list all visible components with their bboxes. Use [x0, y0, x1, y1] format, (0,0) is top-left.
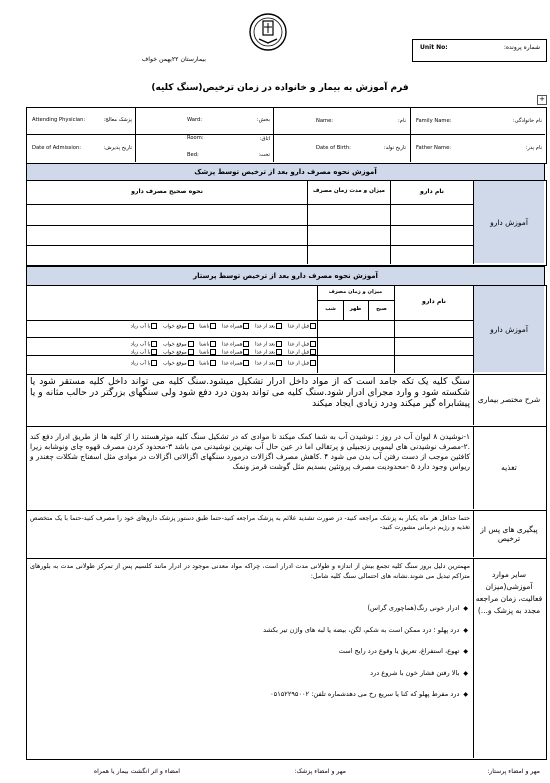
option-before-meal[interactable]: قبل از غذا [288, 360, 316, 367]
option-fasting[interactable]: ناشتا [199, 349, 216, 356]
nurse-row-options[interactable] [104, 341, 316, 348]
option-bedtime[interactable]: موقع خواب [163, 360, 194, 367]
option-before-meal[interactable]: قبل از غذا [288, 341, 316, 348]
option-before-meal[interactable]: قبل از غذا [288, 349, 316, 356]
option-after-meal[interactable]: بعد از غذا [255, 360, 282, 367]
admission-date-label-fa: تاریخ پذیرش: [103, 145, 132, 151]
room-label-fa: اتاق: [259, 136, 270, 142]
bed-label-fa: تخت: [258, 152, 270, 158]
unit-no-label: Unit No: [420, 44, 448, 51]
admission-date-label-en: Date of Admission: [32, 145, 81, 151]
family-name-label-en: Family Name: [416, 118, 452, 124]
physician-label-fa: پزشک معالج: [103, 117, 132, 123]
nurse-row-options[interactable] [104, 360, 316, 367]
nutrition-side-label: تغذیه [474, 427, 544, 508]
hospital-logo [248, 12, 288, 52]
option-with-water[interactable]: با آب زیاد [131, 323, 158, 330]
other-education-intro: مهمترین دلیل بروز سنگ کلیه تجمع بیش از اندازه و طولانی مدت ادرار است، چراکه مواد معدنی موجود در ادرار مانند کلسیم پس از تمرکز طولانی مدت به بلورهای متراکم تبدیل می شوند.نشانه های احتمالی سنگ کلیه شامل: [30, 562, 470, 580]
option-bedtime[interactable]: موقع خواب [163, 341, 194, 348]
option-with-meal[interactable]: همراه غذا [222, 360, 250, 367]
doctor-col-drug-name: نام دارو [419, 188, 445, 195]
other-education-side-label: سایر موارد آموزشی(میزان فعالیت، زمان مراجعه مجدد به پزشک و...) [474, 559, 544, 757]
nurse-signature-label: مهر و امضاء پرستار: [487, 768, 540, 775]
nurse-row-options[interactable] [104, 323, 316, 330]
nurse-col-dose-time: میزان و زمان مصرف [328, 289, 383, 295]
nurse-col-noon: ظهر [349, 306, 362, 312]
option-before-meal[interactable]: قبل از غذا [288, 323, 316, 330]
nurse-col-morning: صبح [376, 306, 387, 312]
ward-label-fa: بخش: [256, 117, 270, 123]
disease-side-label: شرح مختصر بیماری [474, 375, 544, 424]
disease-description: سنگ کلیه یک تکه جامد است که از مواد داخل ادرار تشکیل میشود.سنگ کلیه می تواند داخل کلیه مستقر شود یا شکسته شود و وارد مجرای ادرار شود.سنگ کلیه می تواند بدون درد دفع شود ولی سنگهای بزرگتر در حالب مثانه و یا پیشابراه گیر میکند ودرد زیادی ایجاد میکند [30, 376, 470, 410]
option-fasting[interactable]: ناشتا [199, 360, 216, 367]
name-label-fa: نام: [398, 118, 406, 124]
nurse-row-options[interactable] [104, 349, 316, 356]
doctor-section-band: آموزش نحوه مصرف دارو بعد از ترخیص توسط پزشک [26, 163, 545, 181]
name-label-en: Name: [316, 118, 334, 124]
patient-info-table [26, 107, 547, 164]
nurse-col-night: شب [325, 306, 336, 312]
option-with-water[interactable]: با آب زیاد [131, 360, 158, 367]
physician-label-en: Attending Physician: [32, 117, 86, 123]
followup-side-label: پیگیری های پس از ترخیص [474, 511, 544, 556]
option-with-water[interactable]: با آب زیاد [131, 349, 158, 356]
nurse-section-band: آموزش نحوه مصرف دارو بعد از ترخیص توسط پرستار [26, 266, 545, 286]
option-after-meal[interactable]: بعد از غذا [255, 341, 282, 348]
form-title: فرم آموزش به بیمار و خانواده در زمان ترخیص(سنگ کلیه) [151, 83, 409, 93]
patient-signature-label: امضاء و اثر انگشت بیمار یا همراه [93, 768, 180, 775]
father-name-label-en: Father Name: [416, 145, 452, 151]
doctor-medication-side-label: آموزش دارو [474, 181, 544, 263]
symptom-item: ◆ درد مفرط پهلو که کنا یا سریع رخ می دهدشماره تلفن: ۰۵۱۵۲۲۹۵۰۰۲ [150, 690, 468, 699]
nurse-col-drug-name: نام دارو [421, 298, 447, 305]
option-with-meal[interactable]: همراه غذا [222, 349, 250, 356]
room-label-en: Room: [187, 135, 204, 141]
option-after-meal[interactable]: بعد از غذا [255, 349, 282, 356]
option-bedtime[interactable]: موقع خواب [163, 349, 194, 356]
hospital-name: بیمارستان ۲۲بهمن خواف [141, 56, 206, 63]
nutrition-text: ۱-نوشیدن ۸ لیوان آب در روز : نوشیدن آب به شما کمک میکند تا موادی که در تشکیل سنگ کلیه موثرهستند را از کلیه ها از طریق ادرار دفع کند .۲-مصرف نوشیدنی های لیمویی زنجبیلی و پرتقالی اما در عین حال آب بهترین نوشیدنی می باشد ۳-محدود کردن مصرف قهوه چای ونوشابه زیرا کافئین موجب از دست رفتن آب بدن می شود ۴ .کاهش مصرف اگزالات درمورد سنگهای اگزالاتی اگزالات در موادی مثل اسفناج شکلات چغندر و ریواس وجود دارد ۵ -محدودیت مصرف پروتئین بسدیم مثل گوشت قرمز ونمک [30, 432, 470, 471]
nurse-medication-side-label: آموزش دارو [474, 286, 544, 372]
option-after-meal[interactable]: بعد از غذا [255, 323, 282, 330]
symptom-item: ◆ ادرار خونی رنگ(هماچوری گراس) [150, 604, 468, 613]
record-no-label: شماره پرونده: [503, 44, 540, 51]
option-with-meal[interactable]: همراه غذا [222, 341, 250, 348]
followup-text: حتما حداقل هر ماه یکبار به پزشک مراجعه کنید- در صورت تشدید علائم به پزشک مراجعه کنید-حتما طبق دستور پزشک داروهای خود را مصرف کنید-حتما با یک متخصص تغذیه و رژیم درمانی مشورت کنید- [30, 515, 470, 532]
dob-label-en: Date of Birth: [316, 145, 351, 151]
doctor-col-usage-method: نحوه صحیح مصرف دارو [131, 188, 203, 195]
symptoms-list [150, 604, 468, 712]
ward-label-en: Ward: [187, 117, 203, 123]
option-fasting[interactable]: ناشتا [199, 341, 216, 348]
symptom-item: ◆ درد پهلو ؛ درد ممکن است به شکم، لگن، بیضه یا لبه های واژن تیر بکشد [150, 626, 468, 635]
table-move-handle-icon[interactable]: + [537, 95, 547, 105]
doctor-col-dose-duration: میزان و مدت زمان مصرف [312, 188, 385, 194]
bed-label-en: Bed: [187, 152, 199, 158]
option-fasting[interactable]: ناشتا [199, 323, 216, 330]
option-with-meal[interactable]: همراه غذا [222, 323, 250, 330]
option-with-water[interactable]: با آب زیاد [131, 341, 158, 348]
option-bedtime[interactable]: موقع خواب [163, 323, 194, 330]
family-name-label-fa: نام خانوادگی: [512, 118, 542, 124]
symptom-item: ◆ بالا رفتن فشار خون با شروع درد [150, 669, 468, 678]
symptom-item: ◆ تهوع، استفراغ، تعریق یا وقوع درد رایج است [150, 647, 468, 656]
father-name-label-fa: نام پدر: [525, 145, 542, 151]
dob-label-fa: تاریخ تولد: [383, 145, 406, 151]
doctor-signature-label: مهر و امضاء پزشک: [294, 768, 346, 775]
